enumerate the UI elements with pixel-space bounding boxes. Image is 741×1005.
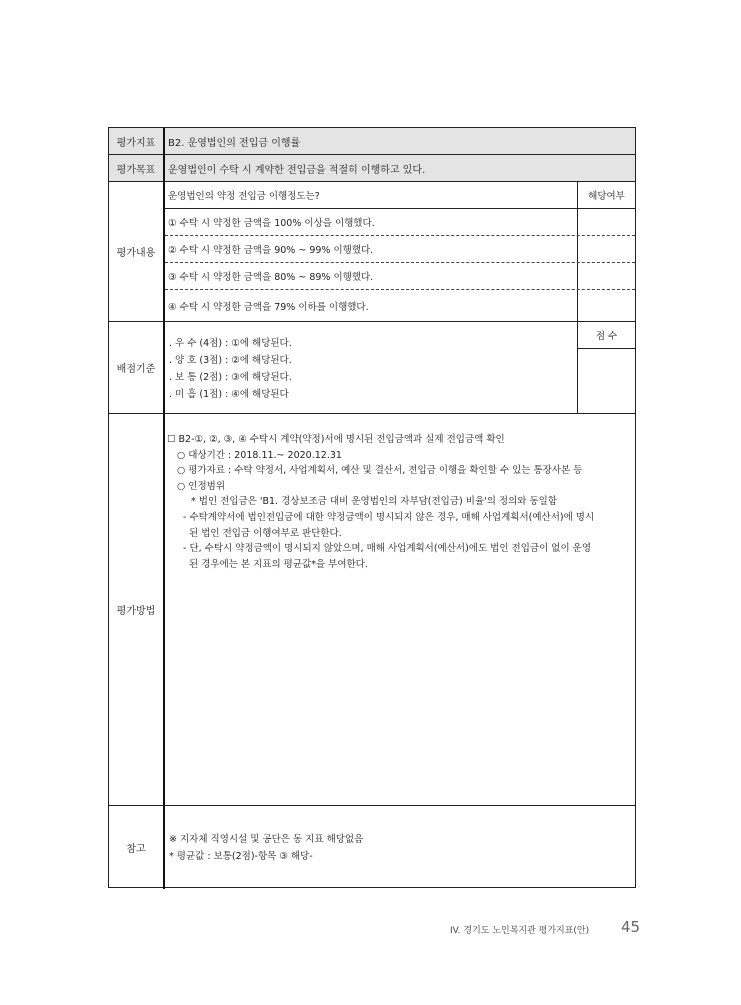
scoring-line-1: . 우 수 (4점) : ①에 해당된다. [169,338,292,349]
method-line-3: ○ 평가자료 : 수탁 약정서, 사업계획서, 예산 및 결산서, 전입금 이행을 확인할 수 있는 통장사본 등 [177,465,583,477]
applicable-cell-4 [577,290,635,322]
note-content [169,831,363,865]
note-row [109,806,635,889]
content-item-4: ④ 수탁 시 약정한 금액을 79% 이하를 이행했다. [168,302,369,313]
content-label: 평가내용 [109,182,165,321]
note-line-1: ※ 지자체 직영시설 및 공단은 동 지표 해당없음 [169,834,364,845]
method-line-7: 된 법인 전입금 이행여부로 판단한다. [189,527,342,539]
page-number: 45 [621,918,641,936]
content-item-row [165,290,635,322]
goal-row [109,155,635,182]
goal-label: 평가목표 [109,155,165,181]
scoring-line-4: . 미 흡 (1점) : ④에 해당된다 [169,389,289,400]
method-line-8: - 단, 수탁시 약정금액이 명시되지 않았으며, 매해 사업계획서(예산서)에도 법인 전입금이 없이 운영 [183,543,592,555]
content-item-1: ① 수탁 시 약정한 금액을 100% 이상을 이행했다. [168,218,375,229]
content-question: 운영법인의 약정 전입금 이행정도는? [168,191,320,202]
method-content [167,432,631,572]
content-item-3: ③ 수탁 시 약정한 금액을 80% ~ 89% 이행했다. [168,272,374,283]
content-question-row [165,182,635,209]
score-header: 점 수 [577,322,635,349]
indicator-label: 평가지표 [109,128,165,154]
method-line-6: - 수탁계약서에 법인전입금에 대한 약정금액이 명시되지 않은 경우, 매해 사업계획서(예산서)에 명시 [183,511,595,523]
scoring-row [109,322,635,414]
applicable-cell-1 [577,209,635,235]
note-label: 참고 [109,806,165,889]
score-cell [577,349,635,413]
content-item-row [165,263,635,290]
applicable-cell-2 [577,236,635,262]
scoring-line-3: . 보 통 (2점) : ③에 해당된다. [169,372,292,383]
scoring-criteria [169,335,292,403]
method-line-5: * 법인 전입금은 'B1. 경상보조금 대비 운영법인의 자부담(전입금) 비율'의 정의와 동일함 [191,496,558,508]
applicable-cell-3 [577,263,635,289]
method-label: 평가방법 [109,414,165,805]
goal-value: 운영법인이 수탁 시 계약한 전입금을 적절히 이행하고 있다. [165,155,635,181]
content-item-2: ② 수탁 시 약정한 금액을 90% ~ 99% 이행했다. [168,245,374,256]
note-line-2: * 평균값 : 보통(2점)-항목 ③ 해당- [169,851,313,862]
scoring-label: 배점기준 [109,322,165,413]
method-row [109,414,635,806]
scoring-line-2: . 양 호 (3점) : ②에 해당된다. [169,355,292,366]
footer-text: IV. 경기도 노인복지관 평가지표(안) [450,926,590,936]
indicator-value: B2. 운영법인의 전입금 이행률 [165,128,635,154]
method-line-1: ☐ B2-①, ②, ③, ④ 수탁시 계약(약정)서에 명시된 전입금액과 실제 전입금액 확인 [167,434,505,445]
applicable-header: 해당여부 [577,182,635,208]
content-item-row [165,209,635,236]
method-line-4: ○ 인정범위 [177,480,226,492]
content-row [109,182,635,322]
evaluation-table [108,127,636,888]
method-line-2: ○ 대상기간 : 2018.11.~ 2020.12.31 [177,449,342,461]
content-item-row [165,236,635,263]
indicator-row [109,128,635,155]
method-line-9: 된 경우에는 본 지표의 평균값*을 부여한다. [189,558,368,570]
